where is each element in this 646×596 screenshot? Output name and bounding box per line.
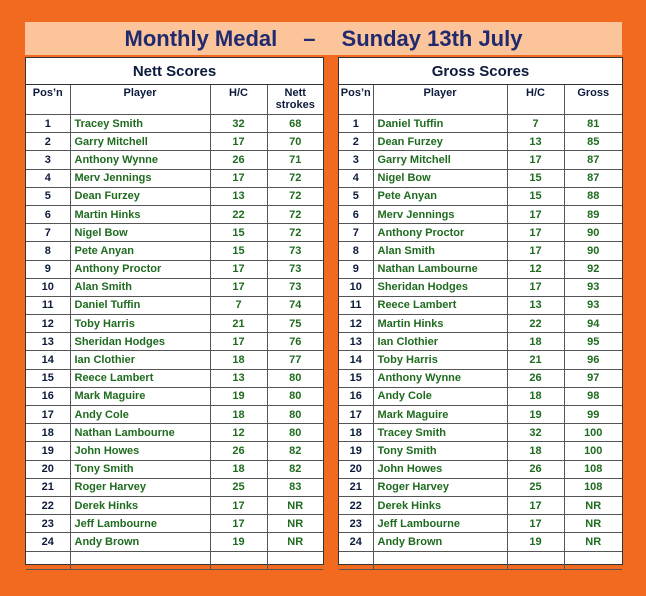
gross-player-cell: Anthony Wynne <box>373 369 507 387</box>
nett-scores-panel <box>25 57 324 565</box>
title-date: Sunday 13th July <box>341 25 523 51</box>
nett-score-cell: 72 <box>267 205 323 223</box>
gross-handicap-cell: 19 <box>507 533 564 551</box>
nett-position-cell: 19 <box>26 442 70 460</box>
gross-score-cell: 87 <box>564 151 622 169</box>
nett-blank-cell <box>26 551 70 569</box>
nett-handicap-cell: 22 <box>210 205 267 223</box>
nett-score-cell: 75 <box>267 315 323 333</box>
nett-player-cell: Derek Hinks <box>70 496 210 514</box>
gross-score-cell: 96 <box>564 351 622 369</box>
gross-handicap-cell: 15 <box>507 169 564 187</box>
gross-handicap-cell: 12 <box>507 260 564 278</box>
nett-col-strokes: Nett strokes <box>267 85 323 115</box>
nett-handicap-cell: 17 <box>210 515 267 533</box>
nett-table-row <box>26 496 323 514</box>
nett-handicap-cell: 26 <box>210 442 267 460</box>
nett-table-row <box>26 242 323 260</box>
nett-player-cell: Merv Jennings <box>70 169 210 187</box>
gross-score-cell: 97 <box>564 369 622 387</box>
gross-table-row <box>339 315 622 333</box>
gross-position-cell: 10 <box>339 278 373 296</box>
gross-position-cell: 6 <box>339 205 373 223</box>
gross-header-row <box>339 85 622 115</box>
nett-position-cell: 10 <box>26 278 70 296</box>
gross-position-cell: 5 <box>339 187 373 205</box>
gross-scores-table <box>339 85 622 570</box>
gross-position-cell: 1 <box>339 115 373 133</box>
nett-score-cell: 77 <box>267 351 323 369</box>
nett-handicap-cell: 7 <box>210 296 267 314</box>
gross-player-cell: John Howes <box>373 460 507 478</box>
nett-player-cell: Anthony Wynne <box>70 151 210 169</box>
gross-handicap-cell: 21 <box>507 351 564 369</box>
nett-handicap-cell: 18 <box>210 460 267 478</box>
nett-score-cell: 72 <box>267 224 323 242</box>
gross-table-row <box>339 260 622 278</box>
nett-table-row <box>26 224 323 242</box>
gross-handicap-cell: 26 <box>507 369 564 387</box>
gross-handicap-cell: 17 <box>507 151 564 169</box>
gross-table-row <box>339 533 622 551</box>
gross-table-row <box>339 169 622 187</box>
nett-table-row <box>26 133 323 151</box>
nett-handicap-cell: 13 <box>210 187 267 205</box>
gross-blank-cell <box>339 551 373 569</box>
nett-blank-cell <box>267 551 323 569</box>
gross-table-row <box>339 351 622 369</box>
nett-position-cell: 4 <box>26 169 70 187</box>
nett-table-row <box>26 260 323 278</box>
nett-player-cell: Andy Cole <box>70 406 210 424</box>
nett-position-cell: 2 <box>26 133 70 151</box>
gross-player-cell: Alan Smith <box>373 242 507 260</box>
nett-player-cell: Roger Harvey <box>70 478 210 496</box>
nett-position-cell: 3 <box>26 151 70 169</box>
gross-player-cell: Jeff Lambourne <box>373 515 507 533</box>
nett-handicap-cell: 19 <box>210 387 267 405</box>
nett-score-cell: 76 <box>267 333 323 351</box>
nett-header-row <box>26 85 323 115</box>
nett-player-cell: Tracey Smith <box>70 115 210 133</box>
gross-table-row <box>339 442 622 460</box>
nett-player-cell: Reece Lambert <box>70 369 210 387</box>
nett-score-cell: 74 <box>267 296 323 314</box>
nett-score-cell: 73 <box>267 260 323 278</box>
gross-score-cell: 93 <box>564 296 622 314</box>
nett-handicap-cell: 15 <box>210 224 267 242</box>
gross-player-cell: Dean Furzey <box>373 133 507 151</box>
gross-position-cell: 17 <box>339 406 373 424</box>
gross-score-cell: 90 <box>564 242 622 260</box>
nett-score-cell: 73 <box>267 242 323 260</box>
nett-handicap-cell: 17 <box>210 496 267 514</box>
nett-position-cell: 1 <box>26 115 70 133</box>
gross-handicap-cell: 17 <box>507 224 564 242</box>
gross-score-cell: 108 <box>564 460 622 478</box>
gross-scores-heading: Gross Scores <box>339 58 622 85</box>
gross-table-row <box>339 424 622 442</box>
gross-player-cell: Merv Jennings <box>373 205 507 223</box>
gross-player-cell: Tracey Smith <box>373 424 507 442</box>
gross-position-cell: 3 <box>339 151 373 169</box>
nett-player-cell: Tony Smith <box>70 460 210 478</box>
gross-score-cell: 87 <box>564 169 622 187</box>
nett-table-row <box>26 478 323 496</box>
nett-score-cell: 80 <box>267 387 323 405</box>
gross-player-cell: Reece Lambert <box>373 296 507 314</box>
gross-player-cell: Daniel Tuffin <box>373 115 507 133</box>
nett-table-row <box>26 533 323 551</box>
nett-position-cell: 18 <box>26 424 70 442</box>
gross-scores-panel <box>338 57 623 565</box>
gross-player-cell: Nathan Lambourne <box>373 260 507 278</box>
gross-handicap-cell: 32 <box>507 424 564 442</box>
gross-player-cell: Martin Hinks <box>373 315 507 333</box>
nett-blank-cell <box>210 551 267 569</box>
nett-table-row <box>26 387 323 405</box>
nett-position-cell: 7 <box>26 224 70 242</box>
nett-position-cell: 21 <box>26 478 70 496</box>
nett-player-cell: Jeff Lambourne <box>70 515 210 533</box>
nett-handicap-cell: 17 <box>210 169 267 187</box>
gross-position-cell: 11 <box>339 296 373 314</box>
nett-position-cell: 5 <box>26 187 70 205</box>
nett-score-cell: 72 <box>267 187 323 205</box>
gross-col-pos: Pos’n <box>339 85 373 115</box>
gross-handicap-cell: 13 <box>507 296 564 314</box>
gross-table-row <box>339 151 622 169</box>
nett-position-cell: 6 <box>26 205 70 223</box>
gross-position-cell: 15 <box>339 369 373 387</box>
gross-table-row <box>339 115 622 133</box>
gross-score-cell: NR <box>564 533 622 551</box>
nett-player-cell: Toby Harris <box>70 315 210 333</box>
nett-handicap-cell: 15 <box>210 242 267 260</box>
gross-score-cell: NR <box>564 496 622 514</box>
nett-score-cell: 80 <box>267 369 323 387</box>
gross-table-row <box>339 242 622 260</box>
nett-position-cell: 8 <box>26 242 70 260</box>
gross-position-cell: 14 <box>339 351 373 369</box>
nett-handicap-cell: 12 <box>210 424 267 442</box>
gross-table-row <box>339 496 622 514</box>
nett-position-cell: 15 <box>26 369 70 387</box>
page-title <box>25 22 622 55</box>
nett-score-cell: 80 <box>267 424 323 442</box>
gross-blank-cell <box>507 551 564 569</box>
nett-table-row <box>26 115 323 133</box>
gross-score-cell: NR <box>564 515 622 533</box>
nett-position-cell: 14 <box>26 351 70 369</box>
gross-position-cell: 2 <box>339 133 373 151</box>
nett-player-cell: Mark Maguire <box>70 387 210 405</box>
gross-score-cell: 89 <box>564 205 622 223</box>
gross-handicap-cell: 17 <box>507 242 564 260</box>
nett-table-row <box>26 169 323 187</box>
gross-score-cell: 98 <box>564 387 622 405</box>
nett-player-cell: Nathan Lambourne <box>70 424 210 442</box>
gross-handicap-cell: 17 <box>507 515 564 533</box>
nett-scores-table <box>26 85 323 570</box>
nett-handicap-cell: 17 <box>210 333 267 351</box>
gross-player-cell: Pete Anyan <box>373 187 507 205</box>
gross-handicap-cell: 17 <box>507 205 564 223</box>
nett-score-cell: NR <box>267 533 323 551</box>
nett-position-cell: 20 <box>26 460 70 478</box>
nett-position-cell: 11 <box>26 296 70 314</box>
gross-player-cell: Tony Smith <box>373 442 507 460</box>
nett-player-cell: Garry Mitchell <box>70 133 210 151</box>
nett-player-cell: Sheridan Hodges <box>70 333 210 351</box>
nett-table-row <box>26 351 323 369</box>
nett-score-cell: NR <box>267 515 323 533</box>
gross-player-cell: Mark Maguire <box>373 406 507 424</box>
gross-handicap-cell: 18 <box>507 442 564 460</box>
gross-blank-row <box>339 551 622 569</box>
nett-score-cell: 70 <box>267 133 323 151</box>
gross-handicap-cell: 22 <box>507 315 564 333</box>
gross-score-cell: 99 <box>564 406 622 424</box>
nett-table-row <box>26 515 323 533</box>
gross-position-cell: 7 <box>339 224 373 242</box>
nett-handicap-cell: 26 <box>210 151 267 169</box>
nett-player-cell: Andy Brown <box>70 533 210 551</box>
gross-position-cell: 20 <box>339 460 373 478</box>
nett-blank-cell <box>70 551 210 569</box>
nett-handicap-cell: 32 <box>210 115 267 133</box>
gross-player-cell: Derek Hinks <box>373 496 507 514</box>
nett-scores-heading: Nett Scores <box>26 58 323 85</box>
gross-blank-cell <box>564 551 622 569</box>
nett-table-row <box>26 278 323 296</box>
gross-col-player: Player <box>373 85 507 115</box>
gross-player-cell: Roger Harvey <box>373 478 507 496</box>
gross-handicap-cell: 17 <box>507 278 564 296</box>
nett-score-cell: 82 <box>267 460 323 478</box>
nett-player-cell: Anthony Proctor <box>70 260 210 278</box>
nett-player-cell: Alan Smith <box>70 278 210 296</box>
nett-handicap-cell: 18 <box>210 406 267 424</box>
gross-table-row <box>339 133 622 151</box>
nett-handicap-cell: 19 <box>210 533 267 551</box>
nett-player-cell: Martin Hinks <box>70 205 210 223</box>
gross-table-row <box>339 515 622 533</box>
nett-table-row <box>26 315 323 333</box>
gross-player-cell: Anthony Proctor <box>373 224 507 242</box>
nett-score-cell: 82 <box>267 442 323 460</box>
nett-table-row <box>26 187 323 205</box>
nett-table-row <box>26 406 323 424</box>
gross-position-cell: 13 <box>339 333 373 351</box>
nett-player-cell: John Howes <box>70 442 210 460</box>
gross-score-cell: 90 <box>564 224 622 242</box>
nett-player-cell: Pete Anyan <box>70 242 210 260</box>
gross-position-cell: 9 <box>339 260 373 278</box>
nett-handicap-cell: 17 <box>210 133 267 151</box>
gross-score-cell: 88 <box>564 187 622 205</box>
gross-score-cell: 85 <box>564 133 622 151</box>
nett-position-cell: 16 <box>26 387 70 405</box>
gross-player-cell: Andy Cole <box>373 387 507 405</box>
title-dash: – <box>303 25 316 51</box>
gross-score-cell: 92 <box>564 260 622 278</box>
gross-handicap-cell: 18 <box>507 333 564 351</box>
gross-handicap-cell: 7 <box>507 115 564 133</box>
gross-player-cell: Sheridan Hodges <box>373 278 507 296</box>
nett-player-cell: Nigel Bow <box>70 224 210 242</box>
gross-player-cell: Nigel Bow <box>373 169 507 187</box>
nett-score-cell: 83 <box>267 478 323 496</box>
gross-handicap-cell: 19 <box>507 406 564 424</box>
nett-position-cell: 9 <box>26 260 70 278</box>
gross-player-cell: Toby Harris <box>373 351 507 369</box>
nett-table-row <box>26 296 323 314</box>
nett-table-row <box>26 442 323 460</box>
gross-player-cell: Ian Clothier <box>373 333 507 351</box>
nett-position-cell: 22 <box>26 496 70 514</box>
nett-table-row <box>26 333 323 351</box>
nett-col-hc: H/C <box>210 85 267 115</box>
nett-handicap-cell: 25 <box>210 478 267 496</box>
gross-table-row <box>339 387 622 405</box>
nett-blank-row <box>26 551 323 569</box>
nett-player-cell: Ian Clothier <box>70 351 210 369</box>
nett-player-cell: Dean Furzey <box>70 187 210 205</box>
nett-handicap-cell: 17 <box>210 260 267 278</box>
gross-score-cell: 95 <box>564 333 622 351</box>
gross-handicap-cell: 18 <box>507 387 564 405</box>
gross-score-cell: 94 <box>564 315 622 333</box>
nett-handicap-cell: 13 <box>210 369 267 387</box>
nett-score-cell: NR <box>267 496 323 514</box>
nett-table-row <box>26 151 323 169</box>
gross-position-cell: 18 <box>339 424 373 442</box>
gross-table-row <box>339 224 622 242</box>
nett-position-cell: 17 <box>26 406 70 424</box>
nett-handicap-cell: 18 <box>210 351 267 369</box>
gross-player-cell: Andy Brown <box>373 533 507 551</box>
nett-col-pos: Pos’n <box>26 85 70 115</box>
gross-position-cell: 22 <box>339 496 373 514</box>
gross-table-row <box>339 460 622 478</box>
gross-col-gross: Gross <box>564 85 622 115</box>
nett-table-row <box>26 460 323 478</box>
gross-score-cell: 81 <box>564 115 622 133</box>
nett-position-cell: 24 <box>26 533 70 551</box>
gross-position-cell: 4 <box>339 169 373 187</box>
gross-table-row <box>339 406 622 424</box>
gross-position-cell: 21 <box>339 478 373 496</box>
gross-table-row <box>339 478 622 496</box>
title-event: Monthly Medal <box>124 25 278 51</box>
nett-handicap-cell: 17 <box>210 278 267 296</box>
nett-player-cell: Daniel Tuffin <box>70 296 210 314</box>
gross-score-cell: 93 <box>564 278 622 296</box>
gross-handicap-cell: 26 <box>507 460 564 478</box>
nett-score-cell: 68 <box>267 115 323 133</box>
gross-position-cell: 16 <box>339 387 373 405</box>
nett-score-cell: 73 <box>267 278 323 296</box>
gross-position-cell: 24 <box>339 533 373 551</box>
gross-table-row <box>339 278 622 296</box>
nett-table-row <box>26 369 323 387</box>
gross-blank-cell <box>373 551 507 569</box>
nett-handicap-cell: 21 <box>210 315 267 333</box>
gross-handicap-cell: 15 <box>507 187 564 205</box>
gross-table-row <box>339 333 622 351</box>
gross-table-row <box>339 187 622 205</box>
gross-handicap-cell: 13 <box>507 133 564 151</box>
nett-table-row <box>26 424 323 442</box>
gross-position-cell: 8 <box>339 242 373 260</box>
gross-col-hc: H/C <box>507 85 564 115</box>
nett-table-row <box>26 205 323 223</box>
gross-player-cell: Garry Mitchell <box>373 151 507 169</box>
gross-position-cell: 23 <box>339 515 373 533</box>
gross-score-cell: 100 <box>564 424 622 442</box>
gross-handicap-cell: 17 <box>507 496 564 514</box>
gross-table-row <box>339 369 622 387</box>
gross-table-row <box>339 296 622 314</box>
gross-table-row <box>339 205 622 223</box>
nett-score-cell: 80 <box>267 406 323 424</box>
nett-position-cell: 23 <box>26 515 70 533</box>
nett-score-cell: 72 <box>267 169 323 187</box>
gross-position-cell: 12 <box>339 315 373 333</box>
gross-score-cell: 108 <box>564 478 622 496</box>
nett-col-player: Player <box>70 85 210 115</box>
gross-score-cell: 100 <box>564 442 622 460</box>
nett-score-cell: 71 <box>267 151 323 169</box>
nett-position-cell: 13 <box>26 333 70 351</box>
gross-position-cell: 19 <box>339 442 373 460</box>
gross-handicap-cell: 25 <box>507 478 564 496</box>
nett-position-cell: 12 <box>26 315 70 333</box>
